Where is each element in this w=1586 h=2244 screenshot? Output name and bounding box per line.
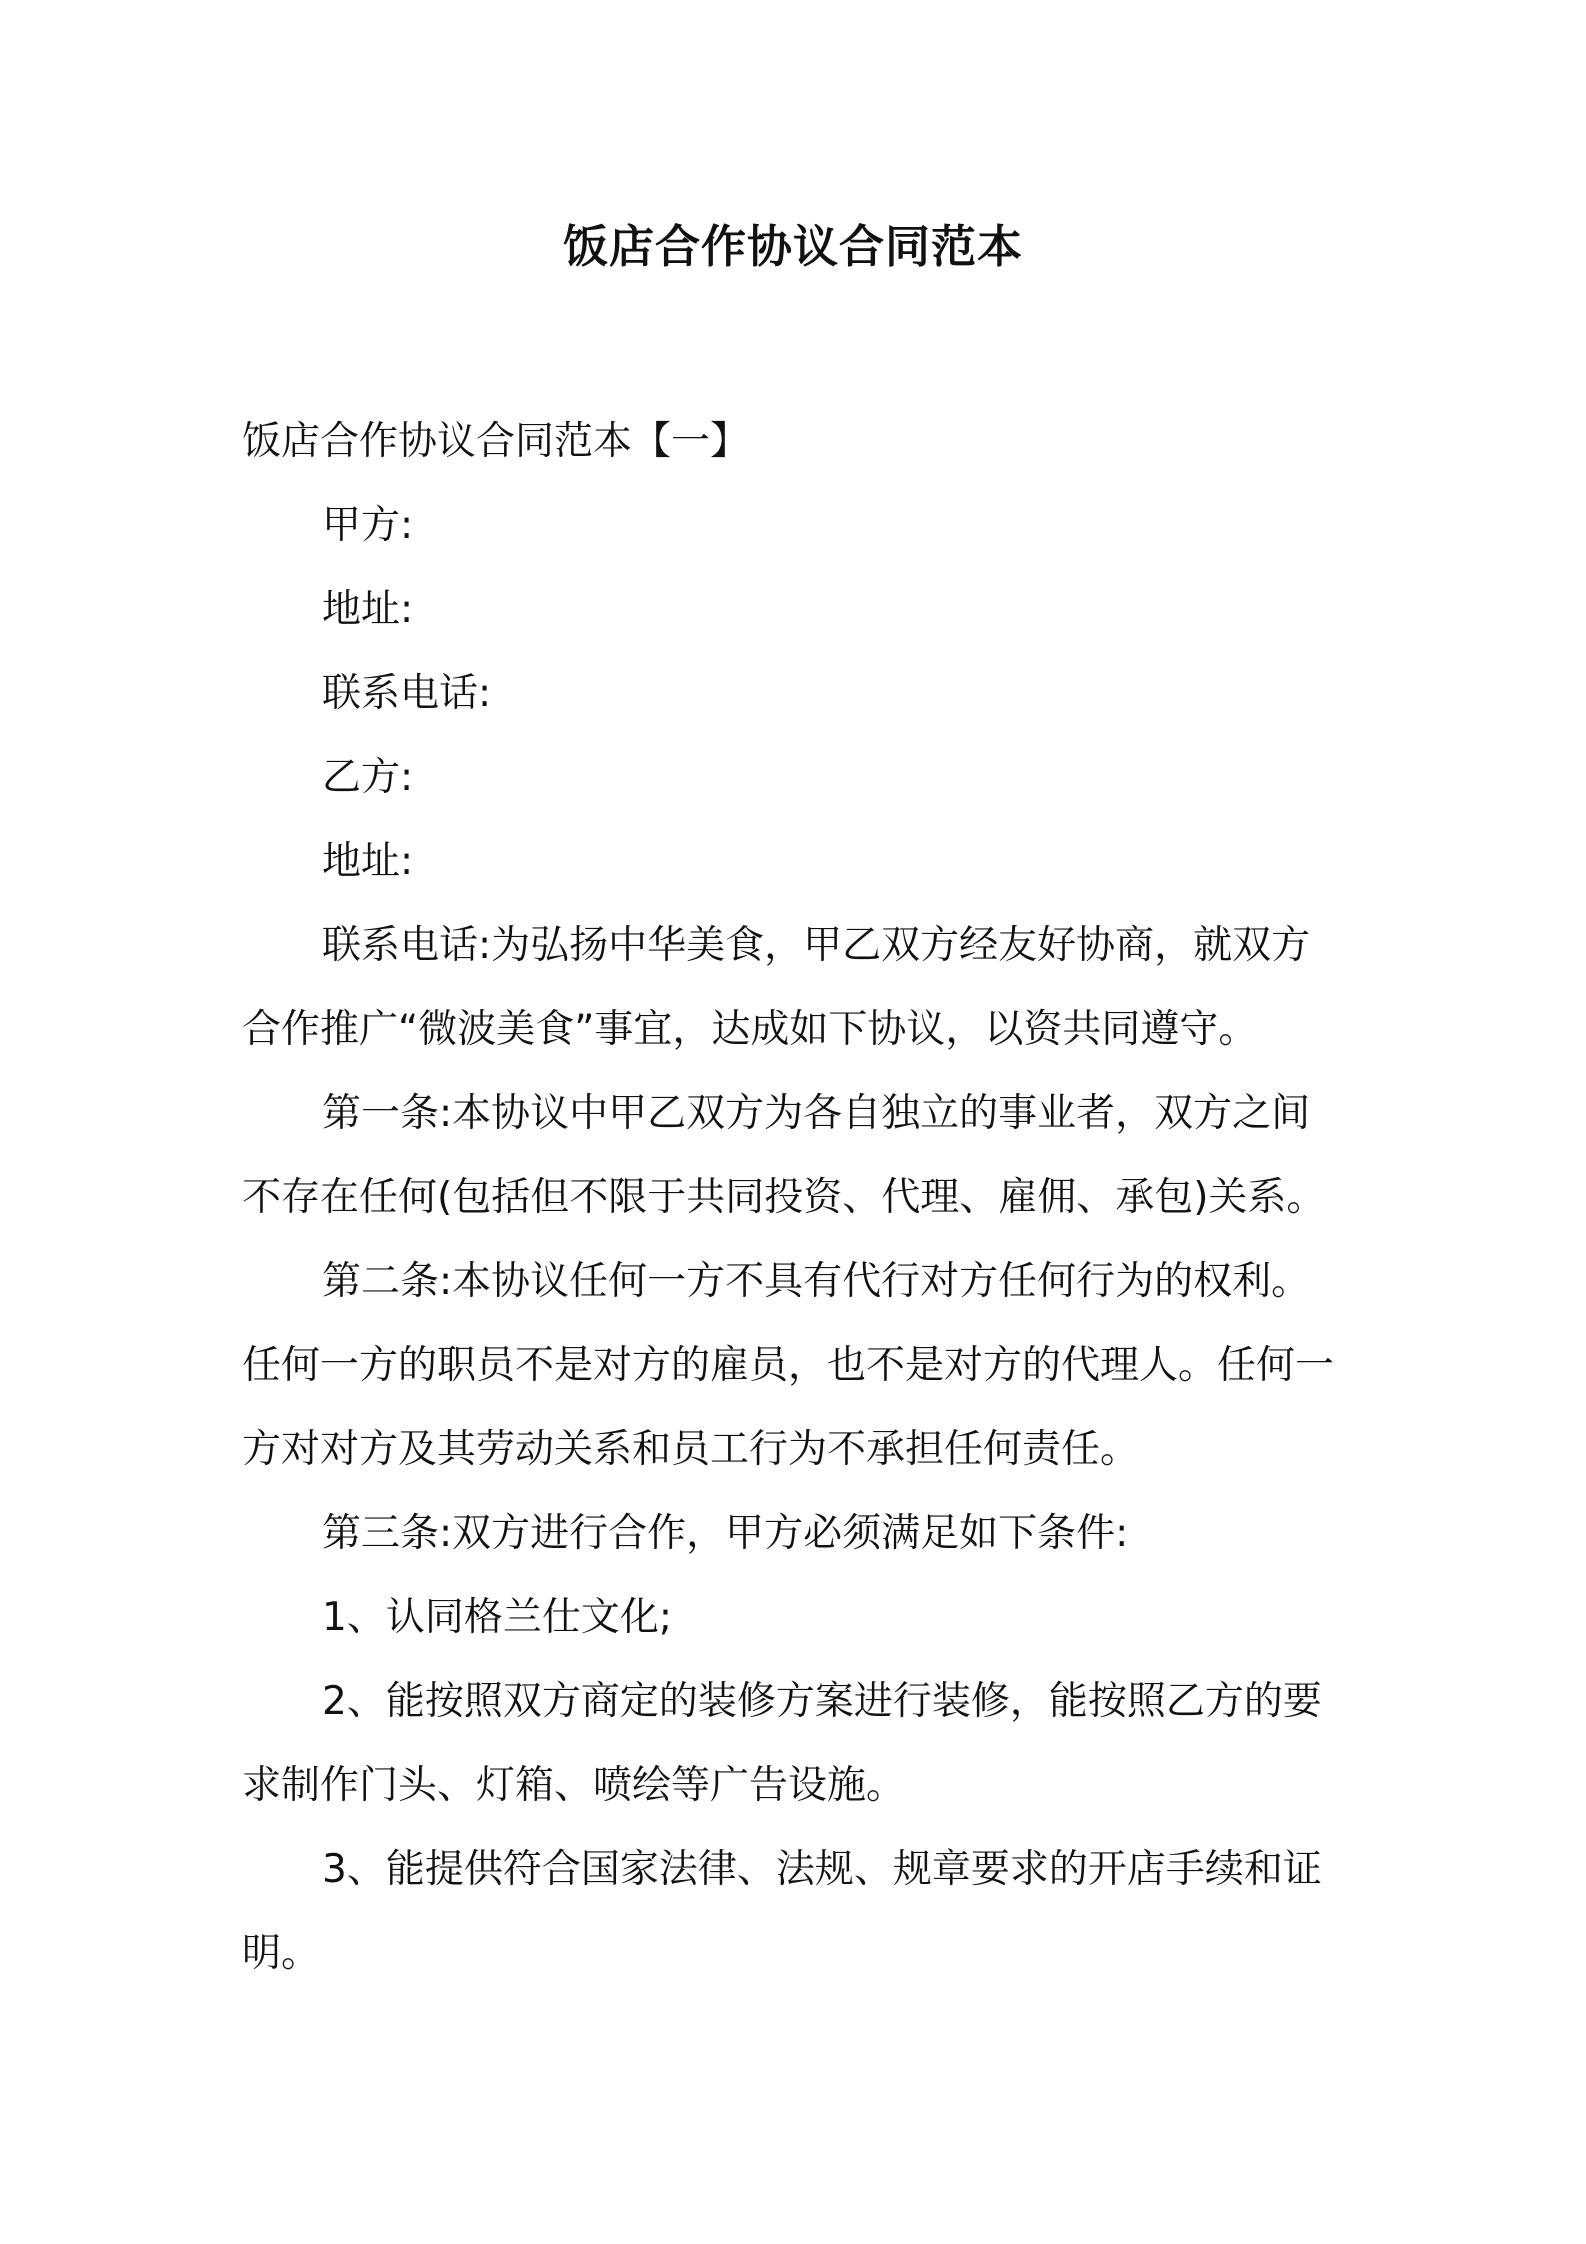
paragraph-line: 合作推广“微波美食”事宜，达成如下协议，以资共同遵守。 bbox=[242, 1007, 1258, 1052]
section-heading: 饭店合作协议合同范本【一】 bbox=[242, 419, 750, 464]
party-a-phone-label: 联系电话: bbox=[322, 671, 492, 716]
party-b-label: 乙方: bbox=[322, 755, 414, 800]
party-a-address-label: 地址: bbox=[322, 587, 414, 632]
article-2-line: 任何一方的职员不是对方的雇员，也不是对方的代理人。任何一 bbox=[242, 1343, 1335, 1388]
article-3-line: 第三条:双方进行合作，甲方必须满足如下条件: bbox=[322, 1511, 1129, 1556]
document-title: 饭店合作协议合同范本 bbox=[562, 220, 1023, 273]
party-a-label: 甲方: bbox=[322, 503, 414, 548]
article-2-line: 方对对方及其劳动关系和员工行为不承担任何责任。 bbox=[242, 1427, 1140, 1472]
condition-2-line: 求制作门头、灯箱、喷绘等广告设施。 bbox=[242, 1763, 906, 1808]
party-b-address-label: 地址: bbox=[322, 839, 414, 884]
condition-3-line: 明。 bbox=[242, 1931, 321, 1976]
article-2-line: 第二条:本协议任何一方不具有代行对方任何行为的权利。 bbox=[322, 1259, 1311, 1304]
condition-2-line: 2、能按照双方商定的装修方案进行装修，能按照乙方的要 bbox=[322, 1679, 1322, 1724]
document-body bbox=[242, 400, 1352, 1996]
paragraph-line: 联系电话:为弘扬中华美食，甲乙双方经友好协商，就双方 bbox=[322, 923, 1311, 968]
condition-3-line: 3、能提供符合国家法律、法规、规章要求的开店手续和证 bbox=[322, 1847, 1322, 1892]
condition-1-line: 1、认同格兰仕文化; bbox=[322, 1595, 672, 1640]
article-1-line: 第一条:本协议中甲乙双方为各自独立的事业者，双方之间 bbox=[322, 1091, 1311, 1136]
article-1-line: 不存在任何(包括但不限于共同投资、代理、雇佣、承包)关系。 bbox=[242, 1175, 1326, 1220]
